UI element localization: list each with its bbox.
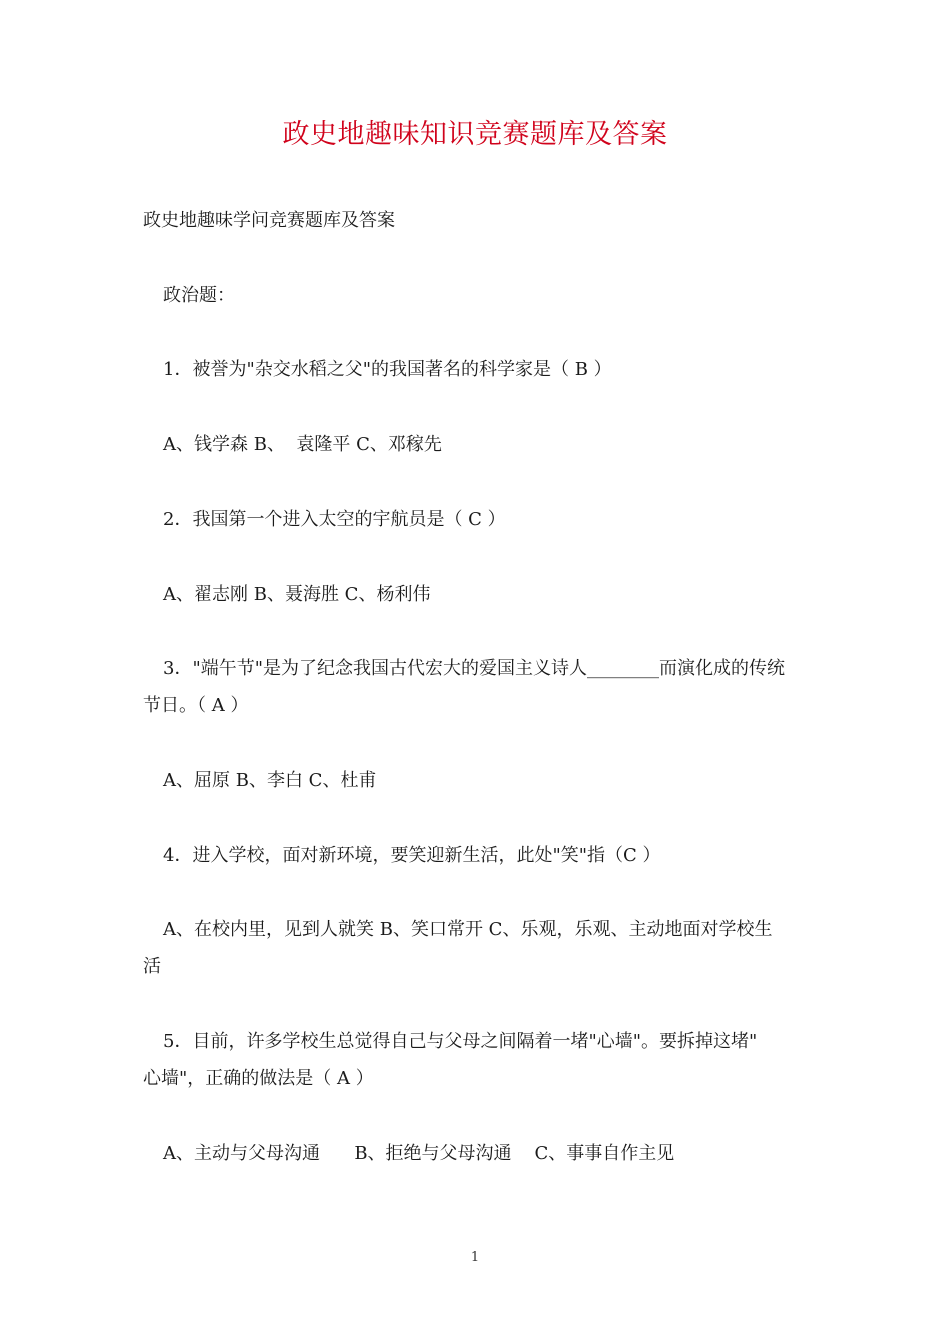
section-heading: 政治题： xyxy=(163,285,235,306)
question-3: 3．"端午节"是为了纪念我国古代宏大的爱国主义诗人________而演化成的传统 xyxy=(163,658,786,679)
page-number: 1 xyxy=(470,1250,480,1265)
question-5-options: A、主动与父母沟通 B、拒绝与父母沟通 C、事事自作主见 xyxy=(163,1143,675,1164)
question-1-options: A、钱学森 B、 袁隆平 C、邓稼先 xyxy=(163,434,442,455)
question-2-options: A、翟志刚 B、聂海胜 C、杨利伟 xyxy=(163,584,431,605)
question-3-options: A、屈原 B、李白 C、杜甫 xyxy=(163,770,377,791)
question-5-continued: 心墙"，正确的做法是（ A ） xyxy=(143,1068,374,1089)
question-5: 5．目前，许多学校生总觉得自己与父母之间隔着一堵"心墙"。要拆掉这堵" xyxy=(163,1031,758,1052)
question-2: 2．我国第一个进入太空的宇航员是（ C ） xyxy=(163,509,506,530)
document-subtitle: 政史地趣味学问竞赛题库及答案 xyxy=(143,210,395,231)
document-title: 政史地趣味知识竞赛题库及答案 xyxy=(282,119,668,150)
question-4-options: A、在校内里，见到人就笑 B、笑口常开 C、乐观，乐观、主动地面对学校生 xyxy=(163,919,773,940)
question-3-continued: 节日。（ A ） xyxy=(143,695,249,716)
question-4: 4．进入学校，面对新环境，要笑迎新生活，此处"笑"指（C ） xyxy=(163,845,661,866)
question-1: 1．被誉为"杂交水稻之父"的我国著名的科学家是（ B ） xyxy=(163,359,612,380)
question-4-options-continued: 活 xyxy=(143,956,161,977)
